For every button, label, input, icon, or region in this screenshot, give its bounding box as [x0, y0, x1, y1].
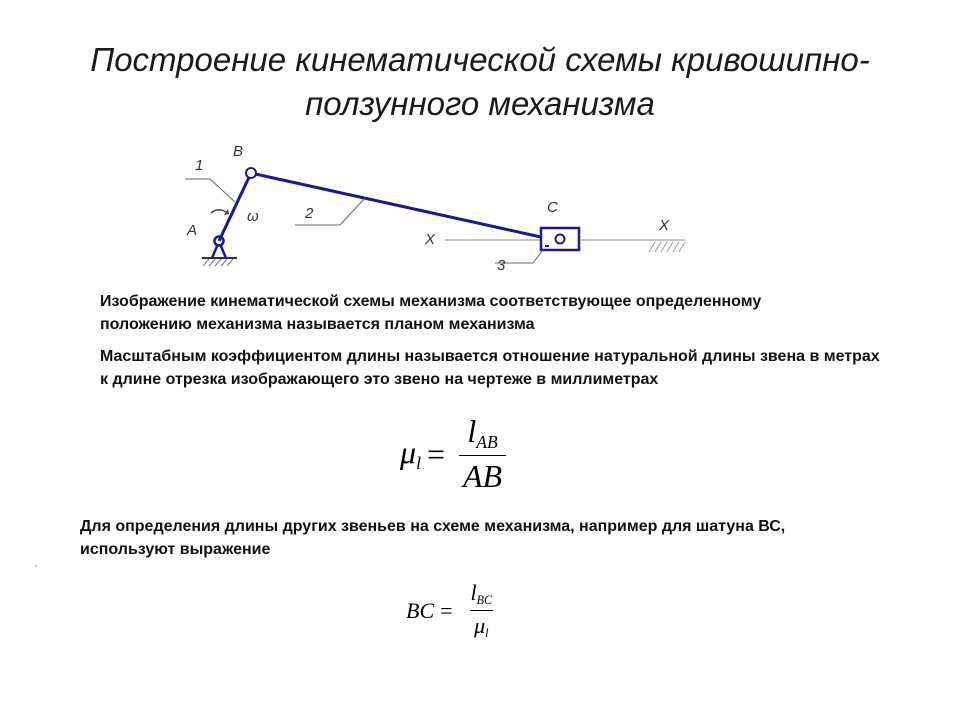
ground-a-hatch: [202, 258, 237, 266]
plan-definition-text: Изображение кинематической схемы механизма соответствующее определенному положению механизма называется планом механизма: [100, 293, 762, 333]
formula2-numerator: $l_{BC}$: [470, 580, 493, 608]
formula1-numerator: $l_{AB}$: [467, 413, 498, 453]
scale-coefficient-formula: [400, 413, 506, 495]
label-link-2: 2: [305, 205, 314, 222]
formula1-lhs: $\mu_l$: [400, 434, 421, 474]
label-link-3: 3: [497, 257, 506, 274]
label-point-c: C: [547, 199, 558, 216]
leader-lines: [185, 179, 543, 263]
label-point-a: A: [187, 222, 198, 239]
other-links-text: Для определения длины других звеньев на схеме механизма, например для шатуна ВС, используют выражение: [80, 518, 786, 558]
label-axis-left: X: [425, 231, 436, 248]
label-axis-right: X: [659, 217, 670, 234]
stray-mark: ˏ: [34, 557, 38, 568]
label-point-b: B: [233, 143, 244, 160]
joint-c: [556, 235, 565, 244]
crank-ab: [219, 173, 251, 241]
formula1-equals: =: [426, 435, 445, 472]
formula2-denominator: $\mu_l$: [470, 610, 492, 641]
label-link-1: 1: [195, 157, 204, 174]
formula2-equals: =: [440, 597, 453, 623]
scale-definition-text: Масштабным коэффициентом длины называется отношение натуральной длины звена в метрах к длине отрезка изображающего это звено на чертеже в миллиметрах: [100, 348, 880, 388]
rod-length-formula: [406, 580, 496, 641]
formula2-fraction: [467, 580, 497, 641]
crank-slider-diagram: [175, 130, 715, 280]
connecting-rod-bc: [251, 173, 550, 239]
label-omega: ω: [247, 208, 259, 225]
slide-title: Построение кинематической схемы кривошипно-ползунного механизма: [90, 41, 870, 122]
formula1-denominator: AB: [459, 455, 506, 495]
joint-b: [246, 168, 256, 178]
ground-right-hatch: [649, 242, 685, 252]
formula2-lhs: BC: [406, 597, 435, 623]
formula1-fraction: [459, 413, 506, 495]
